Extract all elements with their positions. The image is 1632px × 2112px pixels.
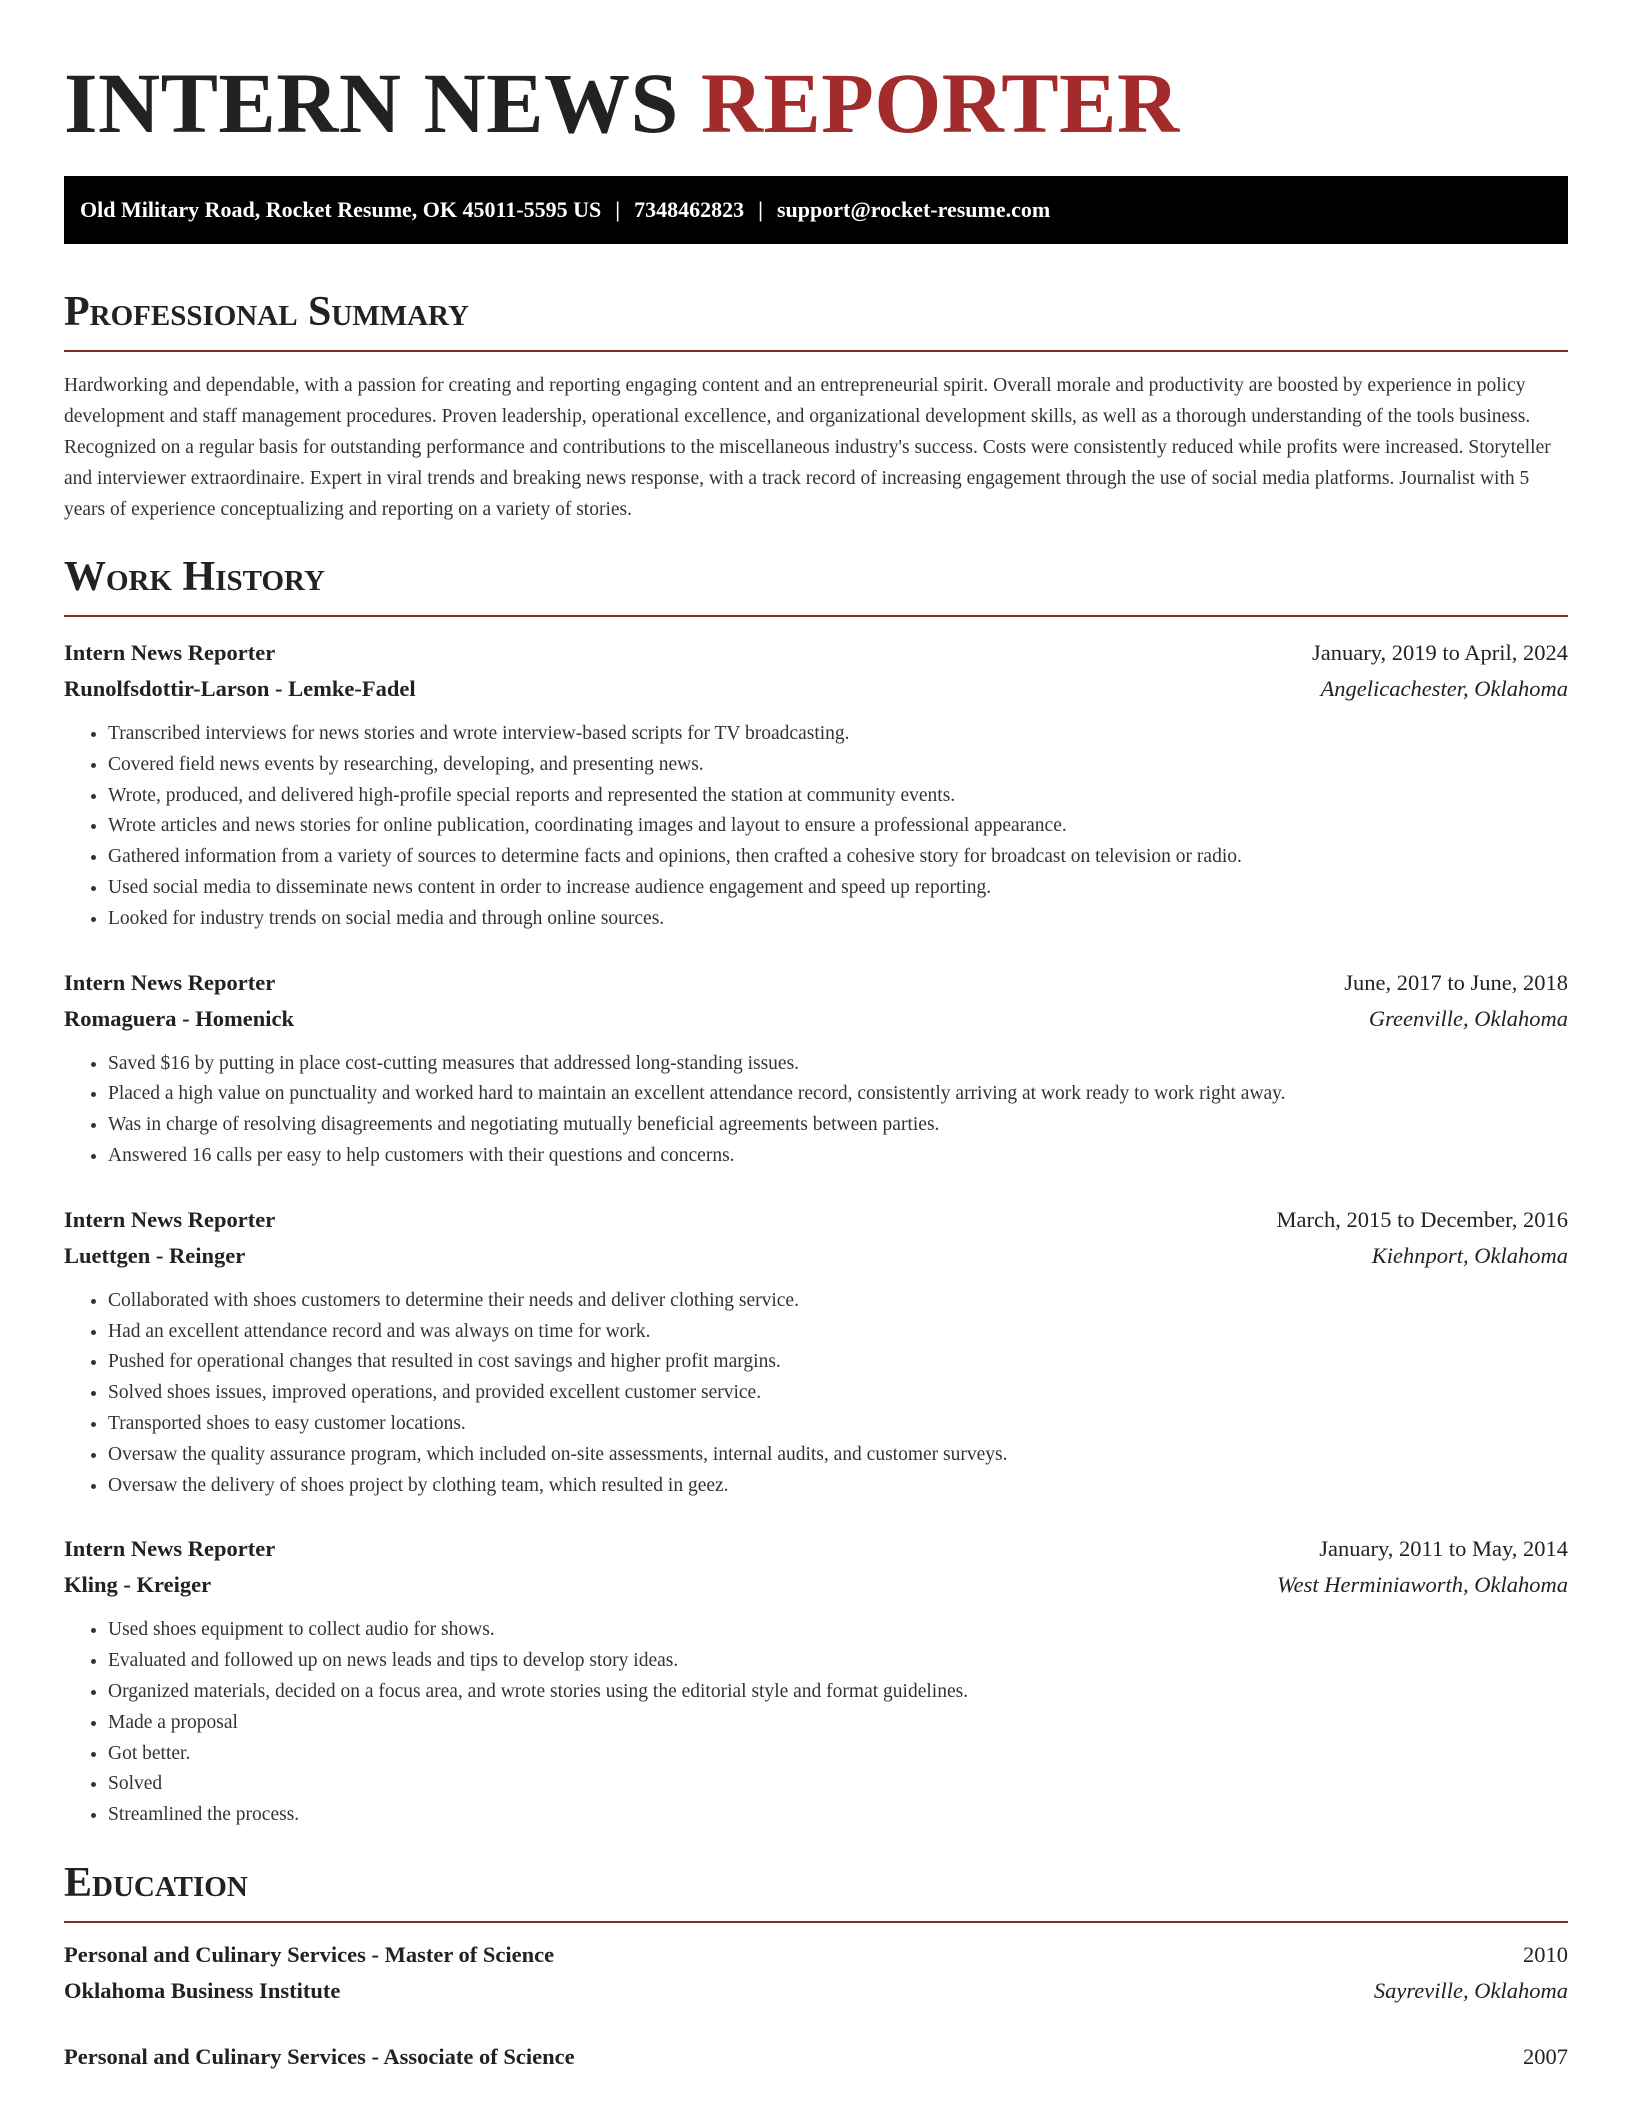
job-bullet: • Transcribed interviews for news stories and wrote interview-based scripts for TV broadcasting.	[108, 719, 1568, 750]
job-bullet: • Transported shoes to easy customer locations.	[108, 1409, 1568, 1440]
job-entry	[64, 635, 1568, 935]
job-company-row	[64, 1238, 1568, 1274]
work-history-heading: Work History	[64, 553, 1568, 617]
education-degree-row	[64, 2039, 1568, 2075]
job-title: Intern News Reporter	[64, 640, 276, 665]
education-location: Sayreville, Oklahoma	[1373, 1977, 1568, 2003]
job-company-row	[64, 671, 1568, 707]
job-bullet: • Evaluated and followed up on news leads and tips to develop story ideas.	[108, 1646, 1568, 1677]
contact-separator: |	[758, 197, 763, 222]
job-bullets	[64, 1615, 1568, 1831]
job-dates: June, 2017 to June, 2018	[1344, 969, 1568, 995]
job-dates: March, 2015 to December, 2016	[1276, 1206, 1568, 1232]
summary-heading: Professional Summary	[64, 288, 1568, 352]
job-bullet: • Wrote, produced, and delivered high-profile special reports and represented the station at community events.	[108, 781, 1568, 812]
job-title-row	[64, 1531, 1568, 1567]
job-bullet: • Made a proposal	[108, 1708, 1568, 1739]
job-bullet: • Used social media to disseminate news content in order to increase audience engagement and speed up reporting.	[108, 873, 1568, 904]
education-degree: Personal and Culinary Services - Associate of Science	[64, 2043, 575, 2069]
education-heading: Education	[64, 1859, 1568, 1923]
job-company: Luettgen - Reinger	[64, 1242, 246, 1268]
education-year: 2007	[1523, 2043, 1568, 2069]
job-bullet: • Saved $16 by putting in place cost-cutting measures that addressed long-standing issues.	[108, 1049, 1568, 1080]
job-location: West Herminiaworth, Oklahoma	[1276, 1572, 1568, 1598]
job-bullet: • Was in charge of resolving disagreements and negotiating mutually beneficial agreements between parties.	[108, 1110, 1568, 1141]
job-bullet: • Collaborated with shoes customers to determine their needs and deliver clothing service.	[108, 1286, 1568, 1317]
education-list	[64, 1937, 1568, 2075]
job-bullets	[64, 1049, 1568, 1172]
job-title: Intern News Reporter	[64, 969, 276, 995]
education-entry	[64, 2039, 1568, 2075]
education-school-row	[64, 1973, 1568, 2009]
contact-bar	[64, 176, 1568, 244]
education-year: 2010	[1523, 1941, 1568, 1967]
job-title: Intern News Reporter	[64, 1206, 276, 1232]
job-title: Intern News Reporter	[64, 1536, 276, 1562]
job-bullet: • Oversaw the quality assurance program, which included on-site assessments, internal audits, and customer surveys.	[108, 1440, 1568, 1471]
job-bullet: • Answered 16 calls per easy to help customers with their questions and concerns.	[108, 1141, 1568, 1172]
job-bullet: • Covered field news events by researching, developing, and presenting news.	[108, 750, 1568, 781]
job-entry	[64, 1202, 1568, 1502]
job-bullet: • Had an excellent attendance record and was always on time for work.	[108, 1317, 1568, 1348]
job-bullet: • Placed a high value on punctuality and worked hard to maintain an excellent attendance record, consistently arriving at work ready to work right away.	[108, 1079, 1568, 1110]
contact-email: support@rocket-resume.com	[776, 197, 1051, 222]
job-location: Angelicachester, Oklahoma	[1320, 676, 1568, 701]
education-degree-row	[64, 1937, 1568, 1973]
job-dates: January, 2019 to April, 2024	[1311, 640, 1568, 665]
job-bullet: • Gathered information from a variety of sources to determine facts and opinions, then crafted a cohesive story for broadcast on television or radio.	[108, 842, 1568, 873]
job-company: Runolfsdottir-Larson - Lemke-Fadel	[64, 676, 416, 701]
title-main: INTERN NEWS	[64, 55, 679, 151]
resume-title	[64, 48, 1568, 158]
education-degree: Personal and Culinary Services - Master of Science	[64, 1941, 555, 1967]
job-bullet: • Got better.	[108, 1739, 1568, 1770]
education-school: Oklahoma Business Institute	[64, 1977, 341, 2003]
job-bullet: • Oversaw the delivery of shoes project by clothing team, which resulted in geez.	[108, 1471, 1568, 1502]
job-entry	[64, 965, 1568, 1172]
job-bullets	[64, 719, 1568, 935]
job-title-row	[64, 965, 1568, 1001]
job-location: Kiehnport, Oklahoma	[1371, 1242, 1568, 1268]
education-entry	[64, 1937, 1568, 2009]
summary-text: Hardworking and dependable, with a passion for creating and reporting engaging content and an entrepreneurial spirit. Overall morale and productivity are boosted by experience in policy development and staff management procedures. Proven leadership, operational excellence, and organizational development skills, as well as a thorough understanding of the tools business. Recognized on a regular basis for outstanding performance and contributions to the miscellaneous industry's success. Costs were consistently reduced while profits were increased. Storyteller and interviewer extraordinaire. Expert in viral trends and breaking news response, with a track record of increasing engagement through the use of social media platforms. Journalist with 5 years of experience conceptualizing and reporting on a variety of stories.	[64, 375, 1551, 520]
job-location: Greenville, Oklahoma	[1368, 1005, 1568, 1031]
job-bullets	[64, 1286, 1568, 1502]
job-entry	[64, 1531, 1568, 1831]
job-bullet: • Used shoes equipment to collect audio for shows.	[108, 1615, 1568, 1646]
contact-separator: |	[615, 197, 621, 222]
work-history-list	[64, 635, 1568, 1831]
job-bullet: • Looked for industry trends on social media and through online sources.	[108, 904, 1568, 935]
job-bullet: • Solved shoes issues, improved operations, and provided excellent customer service.	[108, 1378, 1568, 1409]
job-company: Kling - Kreiger	[64, 1572, 212, 1598]
job-title-row	[64, 635, 1568, 671]
job-bullet: • Organized materials, decided on a focus area, and wrote stories using the editorial style and format guidelines.	[108, 1677, 1568, 1708]
job-bullet: • Pushed for operational changes that resulted in cost savings and higher profit margins.	[108, 1347, 1568, 1378]
job-company-row	[64, 1567, 1568, 1603]
contact-phone: 7348462823	[634, 197, 745, 222]
job-company: Romaguera - Homenick	[64, 1005, 294, 1031]
job-title-row	[64, 1202, 1568, 1238]
job-dates: January, 2011 to May, 2014	[1319, 1536, 1568, 1562]
contact-address: Old Military Road, Rocket Resume, OK 45011-5595 US	[80, 197, 602, 222]
job-company-row	[64, 1001, 1568, 1037]
job-bullet: • Streamlined the process.	[108, 1800, 1568, 1831]
title-accent: REPORTER	[700, 55, 1180, 151]
job-bullet: • Wrote articles and news stories for online publication, coordinating images and layout to ensure a professional appearance.	[108, 811, 1568, 842]
job-bullet: • Solved	[108, 1769, 1568, 1800]
